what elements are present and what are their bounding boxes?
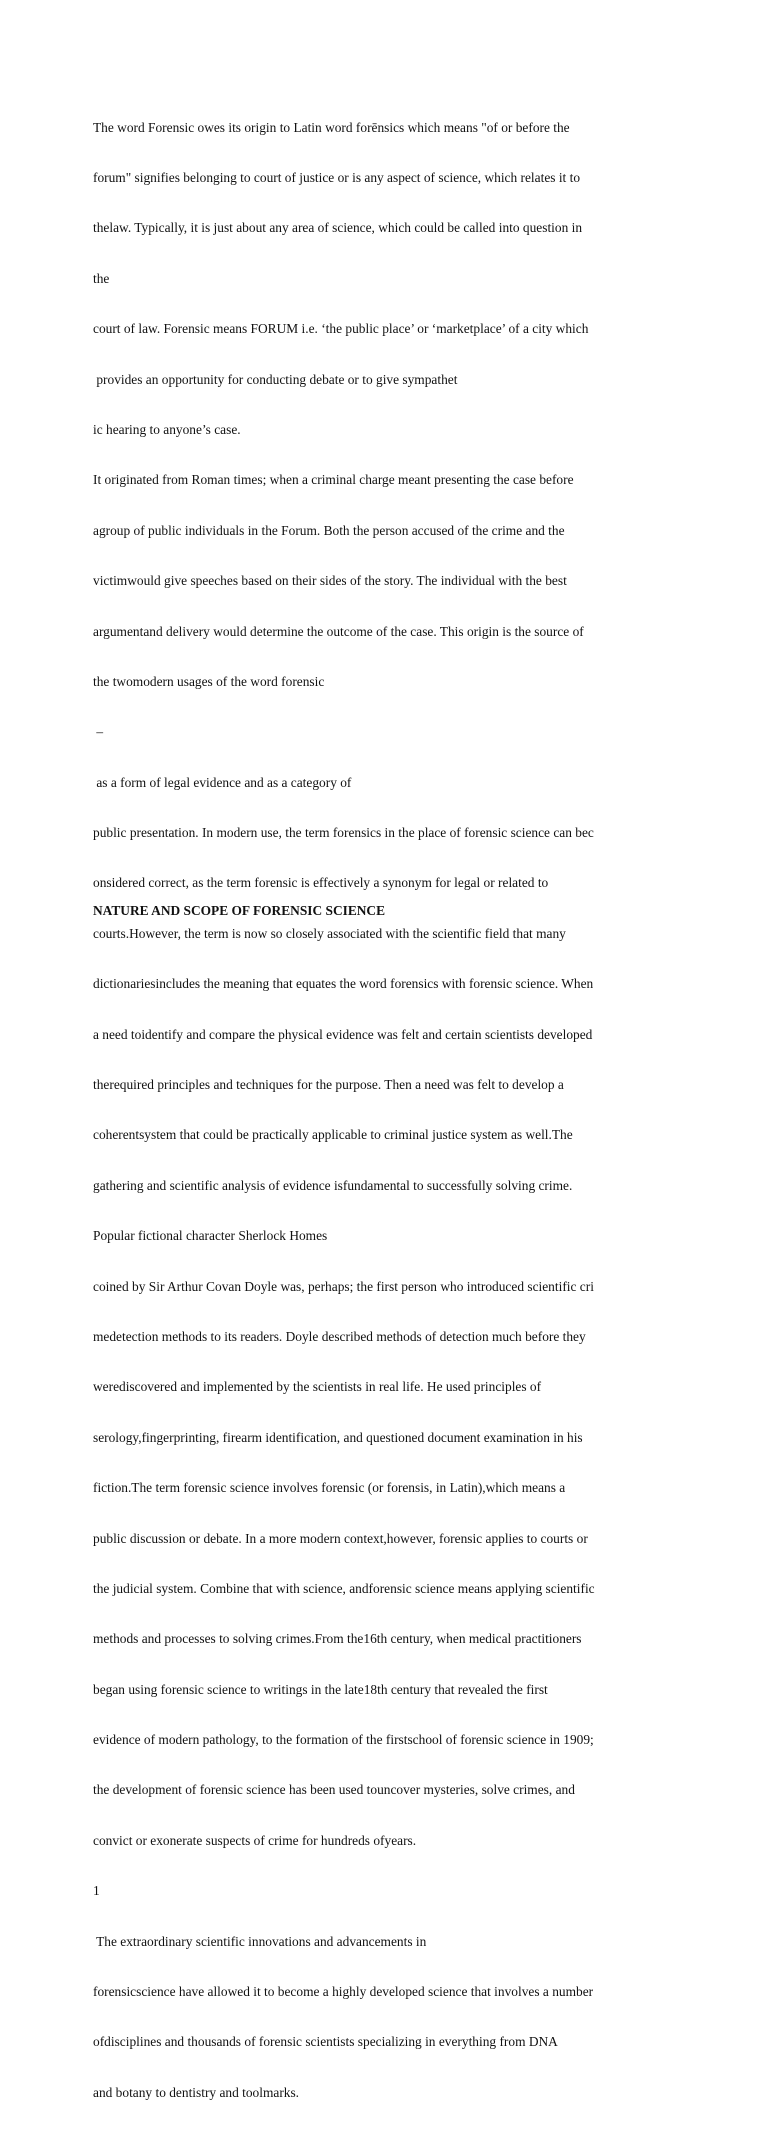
text-line: Popular fictional character Sherlock Homes [93, 1228, 328, 1244]
text-line: serology,fingerprinting, firearm identification, and questioned document examination in his [93, 1429, 583, 1445]
text-line: The word Forensic owes its origin to Latin word forēnsics which means "of or before the [93, 119, 570, 135]
text-line: provides an opportunity for conducting debate or to give sympathet [93, 371, 458, 387]
text-line: the [93, 270, 110, 286]
footnote-marker: 1 [93, 1883, 100, 1899]
text-line: convict or exonerate suspects of crime for hundreds ofyears. [93, 1832, 417, 1848]
text-line: courts.However, the term is now so closely associated with the scientific field that many [93, 925, 566, 941]
text-line: agroup of public individuals in the Forum. Both the person accused of the crime and the [93, 522, 565, 538]
text-line: began using forensic science to writings in the late18th century that revealed the first [93, 1681, 548, 1697]
section-heading: NATURE AND SCOPE OF FORENSIC SCIENCE [93, 903, 386, 918]
text-line: public presentation. In modern use, the term forensics in the place of forensic science can bec [93, 825, 594, 841]
text-line: It originated from Roman times; when a criminal charge meant presenting the case before [93, 472, 574, 488]
text-line: werediscovered and implemented by the scientists in real life. He used principles of [93, 1379, 542, 1395]
text-line: the judicial system. Combine that with science, andforensic science means applying scientific [93, 1580, 595, 1596]
text-line: onsidered correct, as the term forensic is effectively a synonym for legal or related to [93, 875, 549, 891]
text-line: The extraordinary scientific innovations and advancements in [93, 1933, 427, 1949]
text-line: forum" signifies belonging to court of justice or is any aspect of science, which relates it to [93, 169, 581, 185]
text-line: the twomodern usages of the word forensic [93, 673, 325, 689]
text-line: medetection methods to its readers. Doyle described methods of detection much before they [93, 1328, 586, 1344]
text-line: ofdisciplines and thousands of forensic scientists specializing in everything from DNA [93, 2034, 558, 2050]
text-line: thelaw. Typically, it is just about any area of science, which could be called into question in [93, 220, 583, 236]
text-line: as a form of legal evidence and as a category of [93, 774, 352, 790]
text-line: court of law. Forensic means FORUM i.e. ‘the public place’ or ‘marketplace’ of a city which [93, 321, 589, 337]
text-line: and botany to dentistry and toolmarks. [93, 2084, 300, 2100]
text-line: coherentsystem that could be practically applicable to criminal justice system as well.The [93, 1127, 573, 1143]
text-line: fiction.The term forensic science involves forensic (or forensis, in Latin),which means a [93, 1480, 566, 1496]
text-line: – [93, 724, 104, 740]
text-line: dictionariesincludes the meaning that equates the word forensics with forensic science. When [93, 976, 594, 992]
text-line: methods and processes to solving crimes.From the16th century, when medical practitioners [93, 1631, 582, 1647]
text-line: victimwould give speeches based on their sides of the story. The individual with the best [93, 573, 567, 589]
text-line: a need toidentify and compare the physical evidence was felt and certain scientists developed [93, 1026, 593, 1042]
text-line: ic hearing to anyone’s case. [93, 421, 241, 437]
body-text [93, 86, 693, 2135]
text-line: argumentand delivery would determine the outcome of the case. This origin is the source of [93, 623, 584, 639]
text-line: coined by Sir Arthur Covan Doyle was, perhaps; the first person who introduced scientific cri [93, 1278, 594, 1294]
text-line: the development of forensic science has been used touncover mysteries, solve crimes, and [93, 1782, 575, 1798]
text-line: public discussion or debate. In a more modern context,however, forensic applies to courts or [93, 1530, 588, 1546]
text-line: forensicscience have allowed it to become a highly developed science that involves a number [93, 1984, 594, 2000]
text-line: evidence of modern pathology, to the formation of the firstschool of forensic science in 1909; [93, 1732, 594, 1748]
text-line: therequired principles and techniques for the purpose. Then a need was felt to develop a [93, 1077, 564, 1093]
text-line: gathering and scientific analysis of evidence isfundamental to successfully solving crime. [93, 1177, 573, 1193]
